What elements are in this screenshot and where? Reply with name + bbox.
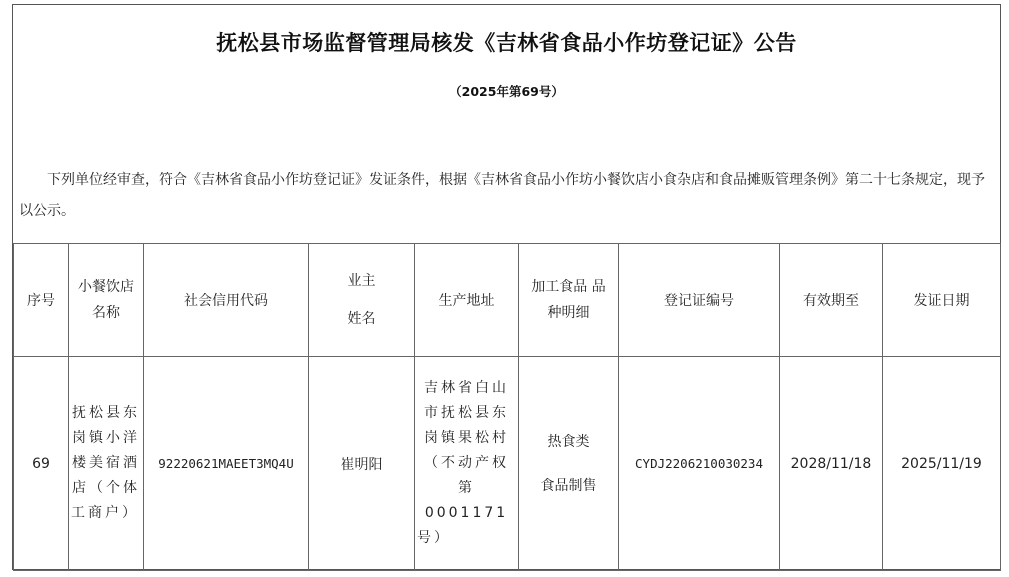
notice-number: （2025年第69号）	[449, 84, 564, 99]
header-shop-name	[69, 244, 144, 357]
cell-credit-code: 92220621MAEET3MQ4U	[144, 357, 309, 571]
cell-shop-name: 抚松县东岗镇小洋楼美宿酒店（个体工商户）	[69, 357, 144, 571]
cell-issue-date: 2025/11/19	[883, 357, 1001, 571]
cell-valid-until: 2028/11/18	[780, 357, 883, 571]
header-owner-line2: 姓名	[347, 311, 376, 327]
header-seq: 序号	[14, 244, 69, 357]
header-issue-date: 发证日期	[883, 244, 1001, 357]
license-table	[13, 243, 1001, 571]
header-reg-no: 登记证编号	[619, 244, 780, 357]
header-food-type	[519, 244, 619, 357]
header-shop-name-line1: 小餐饮店	[78, 279, 134, 295]
cell-seq: 69	[14, 357, 69, 571]
cell-food-type	[519, 357, 619, 571]
header-address: 生产地址	[415, 244, 519, 357]
cell-food-type-line1: 热食类	[547, 433, 590, 450]
header-valid-until: 有效期至	[780, 244, 883, 357]
table-row	[14, 357, 1001, 571]
header-shop-name-line2: 名称	[92, 305, 120, 321]
header-owner	[309, 244, 415, 357]
header-food-type-line1: 加工食品 品	[531, 279, 606, 295]
notice-frame	[12, 4, 1001, 570]
notice-intro: 下列单位经审查，符合《吉林省食品小作坊登记证》发证条件，根据《吉林省食品小作坊小餐饮店小食杂店和食品摊贩管理条例》第二十七条规定，现予以公示。	[19, 172, 985, 219]
cell-owner: 崔明阳	[309, 357, 415, 571]
notice-title: 抚松县市场监督管理局核发《吉林省食品小作坊登记证》公告	[216, 31, 797, 55]
header-credit-code: 社会信用代码	[144, 244, 309, 357]
cell-reg-no: CYDJ2206210030234	[619, 357, 780, 571]
header-food-type-line2: 种明细	[547, 305, 590, 321]
cell-address: 吉林省白山市抚松县东岗镇果松村（不动产权第0001171号）	[415, 357, 519, 571]
cell-food-type-line2: 食品制售	[540, 477, 597, 494]
header-owner-line1: 业主	[347, 273, 376, 289]
table-header-row	[14, 244, 1001, 357]
